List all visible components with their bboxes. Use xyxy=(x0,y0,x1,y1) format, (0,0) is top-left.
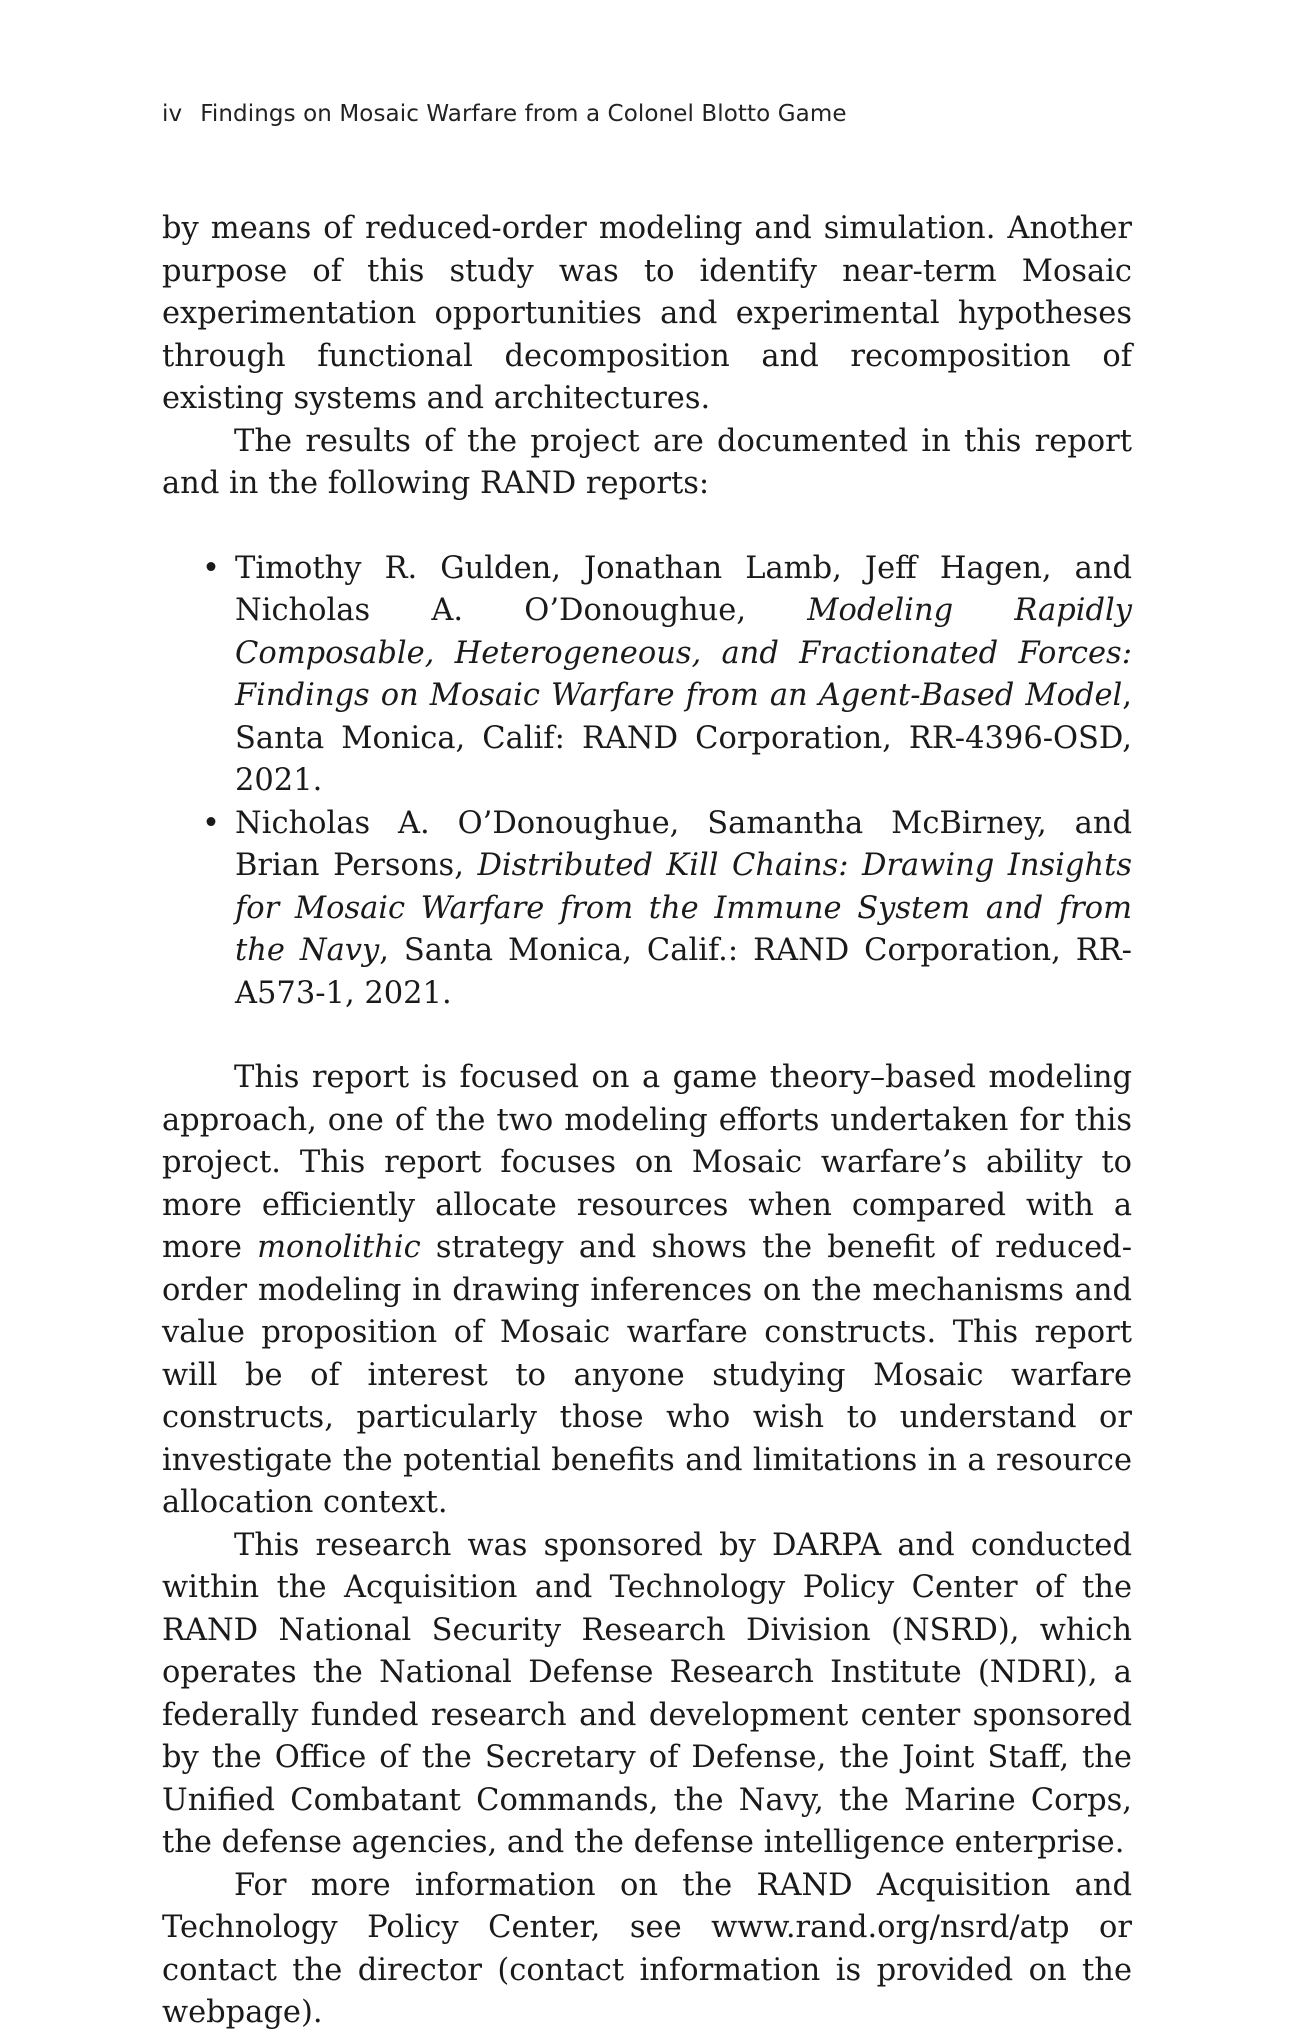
reference-publication: , Santa Monica, Calif: RAND Corporation, RR-4396-OSD, 2021. xyxy=(235,678,1132,798)
running-header xyxy=(162,101,847,127)
body-text xyxy=(162,208,1132,2035)
paragraph-3-text-end: strategy and shows the benefit of reduced-order modeling in drawing inferences on the mechanisms and value proposition of Mosaic warfare constructs. This report will be of interest to anyone studying Mosaic warfare constructs, particularly those who wish to understand or investigate the potential benefits and limitations in a resource allocation context. xyxy=(162,1230,1132,1520)
bullet-icon: • xyxy=(202,805,220,841)
paragraph-3-italic-term: monolithic xyxy=(257,1230,421,1265)
paragraph-1: by means of reduced-order modeling and simulation. Another purpose of this study was to identify near-term Mosaic experimentation opportunities and experimental hypotheses through functional decomposition and recomposition of existing systems and architectures. xyxy=(162,211,1132,416)
reference-item xyxy=(202,548,1132,803)
reference-title: Modeling Rapidly Composable, Heterogeneous, and Fractionated Forces: Findings on Mosaic Warfare from an Agent-Based Model xyxy=(235,593,1132,713)
reference-item xyxy=(202,803,1132,1016)
paragraph-5: For more information on the RAND Acquisition and Technology Policy Center, see www.rand.org/nsrd/atp or contact the director (contact information is provided on the webpage). xyxy=(162,1867,1132,2030)
page-number: iv xyxy=(162,101,183,127)
running-title: Findings on Mosaic Warfare from a Colonel Blotto Game xyxy=(200,101,847,127)
bullet-icon: • xyxy=(202,550,220,586)
reference-title: Distributed Kill Chains: Drawing Insights for Mosaic Warfare from the Immune System and from the Navy xyxy=(235,848,1132,968)
paragraph-3 xyxy=(162,1057,1132,1525)
paragraph-3-text-start: This report is focused on a game theory–based modeling approach, one of the two modeling efforts undertaken for this project. This report focuses on Mosaic warfare’s ability to more efficiently allocate resources when compared with a more xyxy=(162,1060,1132,1265)
reference-list xyxy=(162,548,1132,1016)
reference-publication: , Santa Monica, Calif.: RAND Corporation, RR-A573-1, 2021. xyxy=(235,933,1132,1011)
paragraph-2: The results of the project are documented in this report and in the following RAND reports: xyxy=(162,423,1132,501)
reference-authors: Nicholas A. O’Donoughue, Samantha McBirney, and Brian Persons, xyxy=(235,805,1132,883)
paragraph-4: This research was sponsored by DARPA and conducted within the Acquisition and Technology Policy Center of the RAND National Security Research Division (NSRD), which operates the National Defense Research Institute (NDRI), a federally funded research and development center sponsored by the Office of the Secretary of Defense, the Joint Staff, the Unified Combatant Commands, the Navy, the Marine Corps, the defense agencies, and the defense intelligence enterprise. xyxy=(162,1527,1132,1860)
reference-authors: Timothy R. Gulden, Jonathan Lamb, Jeff Hagen, and Nicholas A. O’Donoughue, xyxy=(235,550,1132,628)
